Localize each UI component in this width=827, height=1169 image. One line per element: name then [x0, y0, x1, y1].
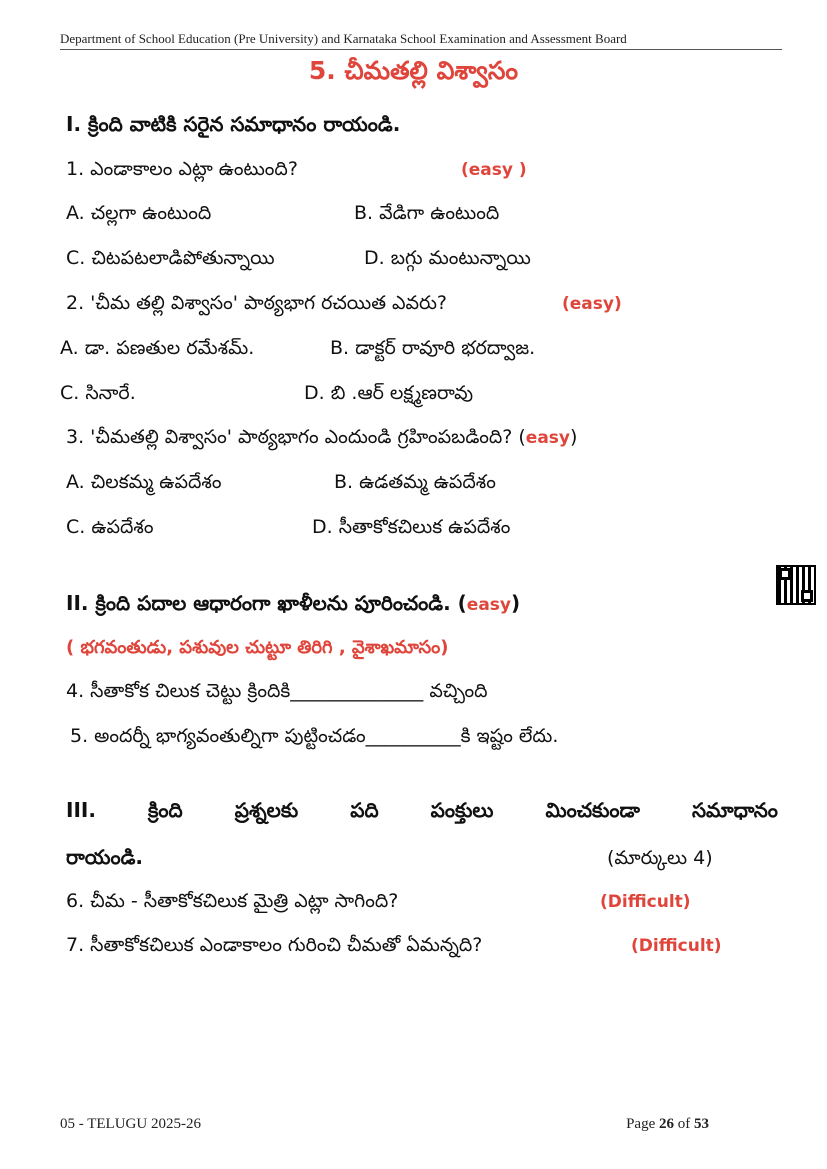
- lesson-title: 5. చీమతల్లి విశ్వాసం: [308, 56, 519, 85]
- section2-heading-text: II. క్రింది పదాల ఆధారంగా ఖాళీలను పూరించండి. (: [66, 591, 467, 615]
- footer-subject: 05 - TELUGU 2025-26: [60, 1116, 201, 1132]
- q2-option-d: D. బి .ఆర్ లక్ష్మణరావు: [304, 382, 474, 404]
- section3-word: పది: [350, 798, 379, 822]
- page-header: Department of School Education (Pre University) and Karnataka School Examination and Assessment Board: [60, 31, 782, 50]
- section3-word: ప్రశ్నలకు: [234, 798, 299, 822]
- section1-heading: I. క్రింది వాటికి సరైన సమాధానం రాయండి.: [66, 112, 401, 136]
- section2-word-bank: ( భగవంతుడు, పశువుల చుట్టూ తిరిగి , వైశాఖమాసం): [66, 637, 449, 658]
- q1-option-a: A. చల్లగా ఉంటుంది: [66, 202, 212, 224]
- q6-text: 6. చీమ - సీతాకోకచిలుక మైత్రి ఎట్లా సాగింది?: [66, 890, 399, 912]
- q5-text: 5. అందర్నీ భాగ్యవంతుల్నిగా పుట్టించడం__________కి ఇష్టం లేదు.: [70, 725, 559, 747]
- section3-word: మించకుండా: [545, 798, 640, 822]
- q7-text: 7. సీతాకోకచిలుక ఎండాకాలం గురించి చీమతో ఏమన్నది?: [66, 934, 483, 956]
- footer-page-number: [626, 1116, 709, 1133]
- section3-word: పంక్తులు: [430, 798, 494, 822]
- section3-marks: (మార్కులు 4): [607, 847, 713, 869]
- section3-word: సమాధానం: [691, 798, 778, 822]
- section3-word: III.: [66, 798, 96, 822]
- section3-word: క్రింది: [147, 798, 183, 822]
- page-prefix: Page: [626, 1116, 656, 1132]
- q6-difficulty: (Difficult): [600, 892, 691, 912]
- total-pages: 53: [694, 1116, 709, 1132]
- q1-text: 1. ఎండాకాలం ఎట్లా ఉంటుంది?: [66, 158, 298, 180]
- q3-option-b: B. ఉడతమ్మ ఉపదేశం: [334, 471, 496, 493]
- q3-text: [66, 426, 577, 453]
- section2-heading: [66, 591, 520, 620]
- q1-option-d: D. బగ్గు మంటున్నాయి: [364, 247, 531, 269]
- current-page: 26: [659, 1116, 674, 1132]
- q1-difficulty: (easy ): [461, 160, 527, 180]
- page-of: of: [677, 1116, 691, 1132]
- q4-text: 4. సీతాకోక చిలుక చెట్టు క్రిందికి______________ వచ్చింది: [66, 680, 488, 702]
- q2-option-b: B. డాక్టర్ రావూరి భరద్వాజ.: [330, 337, 536, 359]
- qr-code-icon: [776, 565, 816, 605]
- q1-option-b: B. వేడిగా ఉంటుంది: [354, 202, 500, 224]
- q2-difficulty: (easy): [562, 294, 622, 314]
- section2-close: ): [511, 591, 521, 615]
- q2-option-a: A. డా. పణతుల రమేశమ్.: [60, 337, 255, 359]
- q7-difficulty: (Difficult): [631, 936, 722, 956]
- q1-option-c: C. చిటపటలాడిపోతున్నాయి: [66, 247, 275, 269]
- q2-text: 2. 'చీమ తల్లి విశ్వాసం' పాఠ్యభాగ రచయిత ఎవరు?: [66, 292, 447, 314]
- section3-heading: [66, 798, 778, 827]
- section3-heading-continued: రాయండి.: [66, 845, 143, 869]
- section2-difficulty: easy: [466, 595, 511, 615]
- q3-option-d: D. సీతాకోకచిలుక ఉపదేశం: [312, 516, 511, 538]
- q3-option-c: C. ఉపదేశం: [66, 516, 154, 538]
- q3-difficulty: easy: [525, 428, 570, 448]
- q2-option-c: C. సినారే.: [60, 382, 136, 404]
- q3-question: 3. 'చీమతల్లి విశ్వాసం' పాఠ్యభాగం ఎందుండి గ్రహింపబడింది? (: [66, 426, 526, 448]
- q3-option-a: A. చిలకమ్మ ఉపదేశం: [66, 471, 222, 493]
- q3-close: ): [570, 426, 578, 448]
